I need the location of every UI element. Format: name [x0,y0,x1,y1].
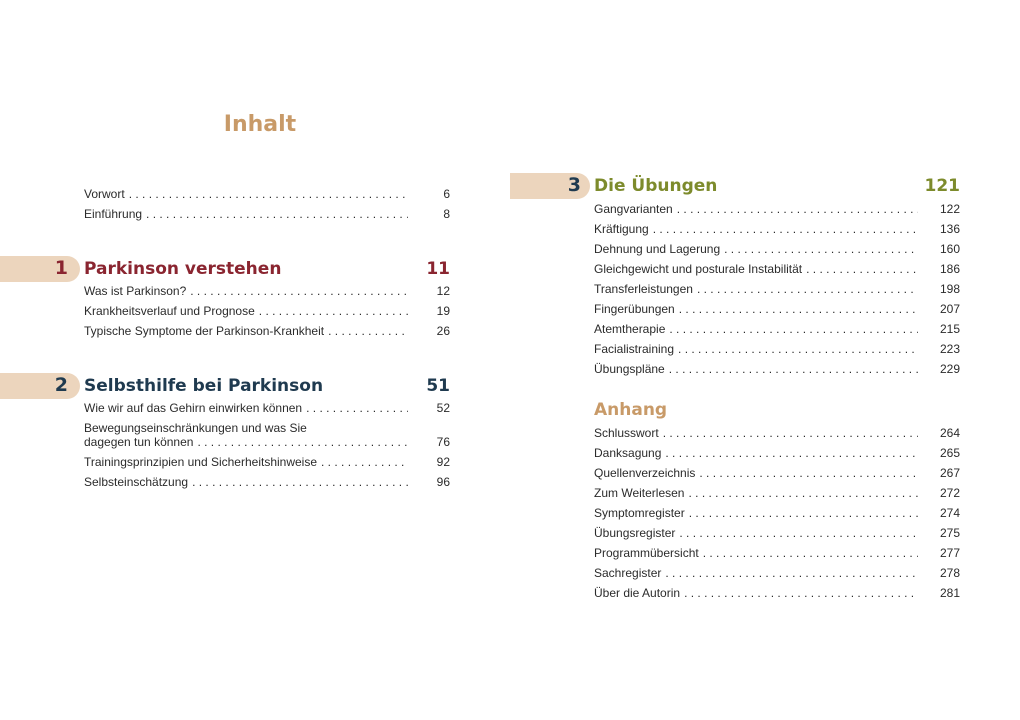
toc-entry[interactable] [594,506,960,526]
toc-entry-label: Trainingsprinzipien und Sicherheitshinweise [84,455,318,469]
chapter-1-title[interactable]: Parkinson verstehen [84,259,282,279]
leader-dots [663,426,918,440]
toc-entry-vorwort[interactable] [84,187,450,207]
anhang-title[interactable]: Anhang [594,400,668,420]
chapter-1-page: 11 [426,259,450,279]
toc-entry-page: 26 [436,324,450,338]
chapter-3-number: 3 [567,174,581,196]
toc-entry[interactable] [594,362,960,382]
toc-entry[interactable] [594,426,960,446]
toc-entry-label-line2: dagegen tun können [84,435,194,449]
page-title: Inhalt [223,112,297,137]
toc-entry-page: 186 [939,262,960,276]
leader-dots [688,486,918,500]
leader-dots [653,222,918,236]
toc-entry-page: 277 [939,546,960,560]
toc-entry-page: 136 [939,222,960,236]
chapter-3-title[interactable]: Die Übungen [594,176,718,196]
toc-entry-page: 198 [939,282,960,296]
leader-dots [703,546,918,560]
toc-entry-label: Gleichgewicht und posturale Instabilität [594,262,803,276]
leader-dots [321,455,408,469]
toc-entry-page: 223 [939,342,960,356]
toc-entry-label: Sachregister [594,566,662,580]
toc-entry[interactable] [84,304,450,324]
anhang-list [594,426,960,606]
toc-entry[interactable] [84,284,450,304]
leader-dots [306,401,408,415]
toc-entry-label: Zum Weiterlesen [594,486,685,500]
leader-dots [679,302,918,316]
leader-dots [192,475,408,489]
leader-dots [806,262,918,276]
toc-entry-page: 274 [939,506,960,520]
toc-entry[interactable] [594,262,960,282]
toc-entry[interactable] [84,401,450,421]
toc-entry-label: Selbsteinschätzung [84,475,189,489]
toc-entry-page: 19 [436,304,450,318]
chapter-3-page: 121 [924,176,960,196]
leader-dots [665,446,918,460]
toc-entry-page: 12 [436,284,450,298]
toc-entry-page: 272 [939,486,960,500]
toc-entry-page: 264 [939,426,960,440]
toc-entry-label: Symptomregister [594,506,685,520]
toc-entry-page: 52 [436,401,450,415]
toc-entry-page: 96 [436,475,450,489]
toc-entry[interactable] [594,586,960,606]
toc-entry-page: 160 [939,242,960,256]
toc-entry[interactable] [84,421,450,449]
toc-entry-label: Krankheitsverlauf und Prognose [84,304,255,318]
toc-entry-einfuehrung[interactable] [84,207,450,227]
leader-dots [699,466,918,480]
toc-entry[interactable] [594,546,960,566]
toc-entry-label: Dehnung und Lagerung [594,242,721,256]
toc-entry-label: Facialistraining [594,342,675,356]
toc-entry-label: Quellenverzeichnis [594,466,696,480]
toc-entry-label: Danksagung [594,446,662,460]
leader-dots [689,506,918,520]
toc-entry-page: 265 [939,446,960,460]
toc-entry-page: 229 [939,362,960,376]
toc-entry-label-line1: Bewegungseinschränkungen und was Sie [84,421,307,435]
toc-entry[interactable] [84,455,450,475]
leader-dots [724,242,918,256]
chapter-2-list [84,401,450,495]
toc-entry-label: Was ist Parkinson? [84,284,187,298]
toc-entry[interactable] [84,324,450,344]
leader-dots [678,342,918,356]
toc-entry-label: Gangvarianten [594,202,673,216]
leader-dots [259,304,408,318]
toc-entry-label: Atemtherapie [594,322,666,336]
chapter-2-title[interactable]: Selbsthilfe bei Parkinson [84,376,324,396]
chapter-1-number: 1 [54,257,68,279]
leader-dots [129,187,408,201]
leader-dots [669,362,918,376]
leader-dots [197,435,408,449]
toc-entry-label: Programmübersicht [594,546,699,560]
leader-dots [669,322,918,336]
toc-entry-page: 6 [443,187,450,201]
leader-dots [684,586,918,600]
chapter-1-list [84,284,450,344]
toc-entry[interactable] [594,302,960,322]
toc-entry-label: Einführung [84,207,143,221]
toc-entry[interactable] [594,342,960,362]
toc-entry-page: 76 [436,435,450,449]
toc-entry[interactable] [594,446,960,466]
toc-entry-label: Wie wir auf das Gehirn einwirken können [84,401,303,415]
toc-entry[interactable] [594,222,960,242]
toc-entry-label: Transferleistungen [594,282,693,296]
chapter-3-list [594,202,960,382]
toc-entry-page: 267 [939,466,960,480]
leader-dots [328,324,408,338]
toc-entry-label: Kräftigung [594,222,649,236]
toc-entry[interactable] [594,282,960,302]
toc-entry-page: 122 [939,202,960,216]
toc-entry-page: 278 [939,566,960,580]
chapter-2-page: 51 [426,376,450,396]
toc-entry-page: 281 [939,586,960,600]
toc-entry-label: Vorwort [84,187,125,201]
leader-dots [665,566,918,580]
leader-dots [146,207,408,221]
toc-entry[interactable] [594,486,960,506]
toc-entry-label: Schlusswort [594,426,659,440]
toc-entry[interactable] [594,202,960,222]
toc-entry[interactable] [594,322,960,342]
leader-dots [190,284,408,298]
toc-entry-label: Über die Autorin [594,586,681,600]
toc-entry-label: Übungspläne [594,362,665,376]
toc-entry-label: Übungsregister [594,526,676,540]
toc-entry-label: Fingerübungen [594,302,675,316]
leader-dots [697,282,918,296]
toc-entry-page: 275 [939,526,960,540]
toc-entry[interactable] [594,566,960,586]
toc-entry[interactable] [594,526,960,546]
leader-dots [679,526,918,540]
toc-entry-page: 207 [939,302,960,316]
front-matter-list [84,187,450,227]
toc-entry-label: Typische Symptome der Parkinson-Krankheit [84,324,325,338]
toc-entry-page: 215 [939,322,960,336]
toc-entry[interactable] [594,466,960,486]
leader-dots [677,202,918,216]
chapter-2-number: 2 [54,374,68,396]
toc-entry-page: 92 [436,455,450,469]
toc-entry[interactable] [594,242,960,262]
toc-entry-page: 8 [443,207,450,221]
toc-entry[interactable] [84,475,450,495]
